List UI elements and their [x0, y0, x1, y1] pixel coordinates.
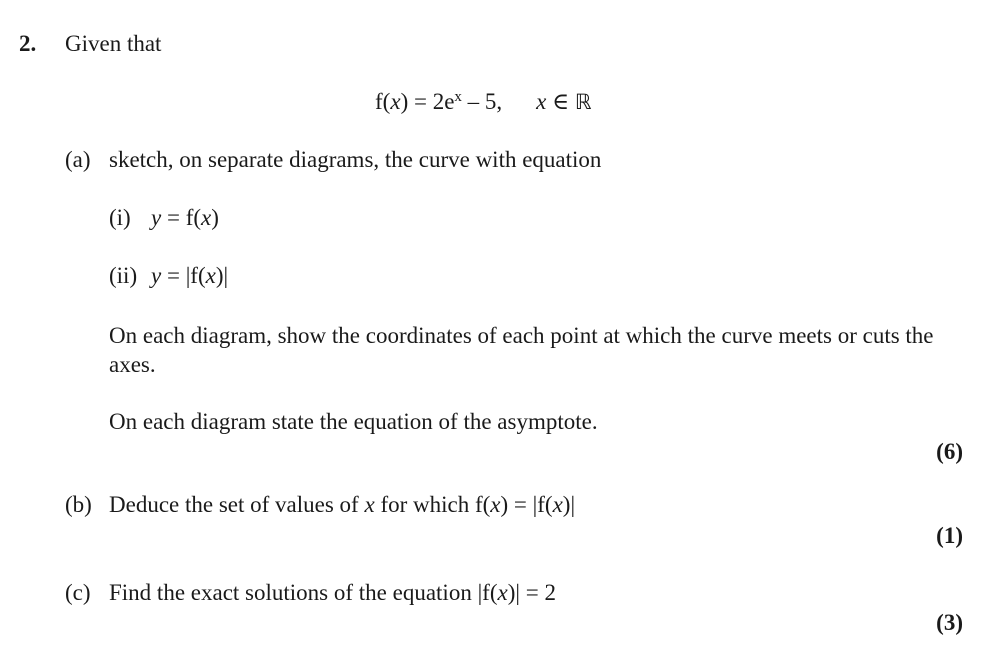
question-number: 2. — [19, 31, 37, 56]
part-c-text-pre: Find the exact solutions of the equation |f( — [109, 580, 498, 605]
part-b-text-pre: Deduce the set of values of — [109, 492, 365, 517]
function-rhs-prefix: = 2e — [408, 89, 455, 114]
part-a — [65, 146, 601, 175]
part-a-sub-ii — [109, 262, 228, 291]
sub-ii-end: )| — [215, 263, 229, 288]
part-a-text: sketch, on separate diagrams, the curve with equation — [109, 147, 602, 172]
sub-ii-y: y — [151, 263, 162, 288]
part-b-text-end: )| — [562, 492, 576, 517]
part-a-note-asymptote: On each diagram state the equation of the asymptote. — [109, 409, 598, 434]
sub-i-x: x — [201, 205, 212, 230]
sub-i-label: (i) — [109, 205, 131, 230]
part-b — [65, 491, 575, 520]
part-a-label: (a) — [65, 147, 91, 172]
sub-i-y: y — [151, 205, 162, 230]
part-b-x2: x — [490, 492, 501, 517]
domain-set: ℝ — [574, 90, 592, 114]
part-a-sub-i — [109, 204, 219, 233]
sub-ii-eq: = |f( — [161, 263, 206, 288]
part-b-x: x — [364, 492, 375, 517]
part-c — [65, 579, 556, 608]
function-definition: $f(x) = 2e^x - 5$, x ∈ ℝ — [375, 89, 592, 114]
domain-var: x — [536, 89, 547, 114]
function-name: f — [375, 89, 383, 114]
part-a-note-coordinates: On each diagram, show the coordinates of each point at which the curve meets or cuts the axes. — [109, 323, 934, 377]
sub-ii-x: x — [205, 263, 216, 288]
part-c-label: (c) — [65, 580, 91, 605]
sub-i-end: ) — [211, 205, 219, 230]
sub-i-eq: = f( — [161, 205, 202, 230]
part-a-marks: (6) — [936, 439, 963, 464]
part-b-text-mid: for which f( — [374, 492, 491, 517]
sub-ii-label: (ii) — [109, 263, 138, 288]
part-b-label: (b) — [65, 492, 92, 517]
function-exponent: x — [454, 89, 462, 105]
function-var: x — [390, 89, 401, 114]
part-c-marks: (3) — [936, 610, 963, 635]
part-b-x3: x — [552, 492, 563, 517]
question-lead: Given that — [65, 31, 162, 56]
part-b-marks: (1) — [936, 523, 963, 548]
part-c-x: x — [497, 580, 508, 605]
function-rhs-suffix: – 5, — [461, 89, 503, 114]
function-domain — [536, 89, 591, 114]
part-c-text-end: )| = 2 — [507, 580, 556, 605]
domain-relation: ∈ — [546, 89, 575, 114]
part-b-text-mid2: ) = |f( — [500, 492, 553, 517]
